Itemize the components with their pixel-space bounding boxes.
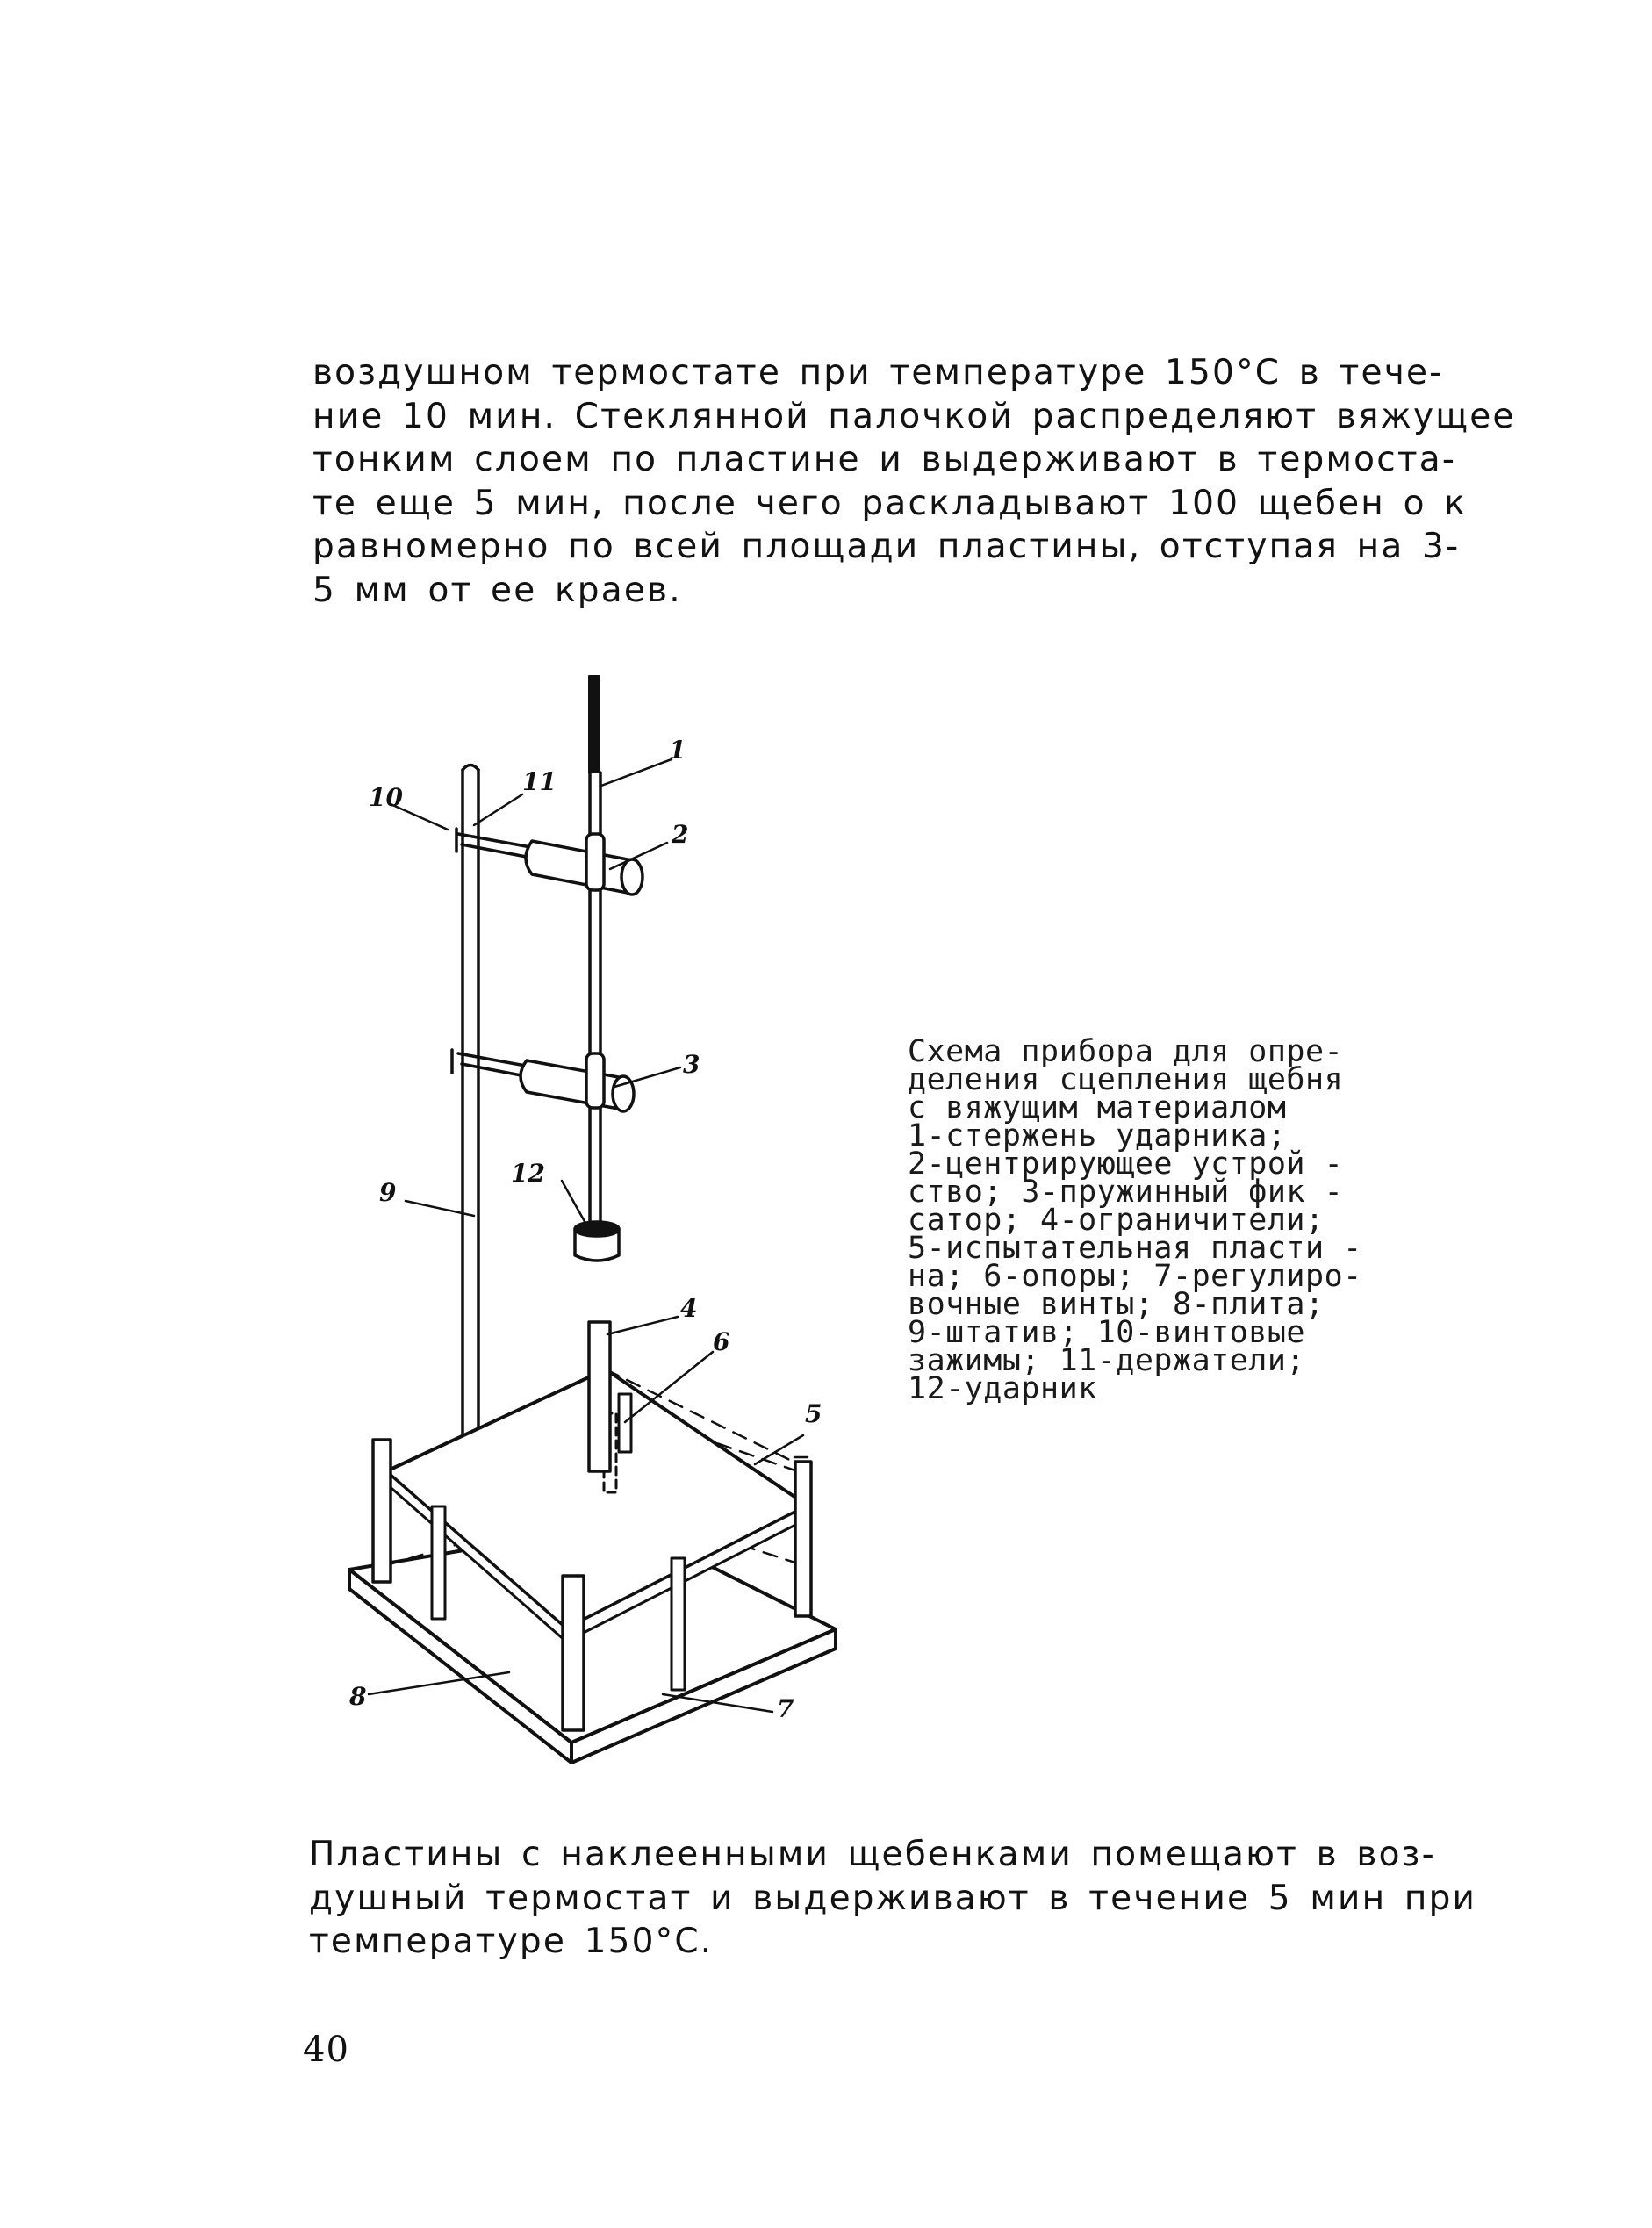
callout-12: 12 <box>511 1159 545 1188</box>
caption-line: с вяжущим материалом <box>908 1090 1287 1125</box>
caption-line: сатор; 4-ограничители; <box>908 1203 1325 1238</box>
centering-device <box>456 829 643 895</box>
caption-line: ство; 3-пружинный фик - <box>908 1175 1344 1210</box>
caption-line: зажимы; 11-держатели; <box>908 1343 1306 1378</box>
figure-caption <box>908 1034 1434 1406</box>
caption-line: на; 6-опоры; 7-регулиро- <box>908 1259 1362 1294</box>
apparatus-figure <box>334 658 860 1800</box>
paragraph-line: тонким слоем по пластине и выдерживают в термоста- <box>312 440 1457 479</box>
caption-line: 2-центрирующее устрой - <box>908 1146 1344 1182</box>
tripod-rod <box>463 765 478 1537</box>
striker <box>575 1222 619 1261</box>
striker-rod <box>589 676 600 1229</box>
caption-line: 9-штатив; 10-винтовые <box>908 1315 1306 1350</box>
callout-9: 9 <box>379 1178 397 1207</box>
paragraph-bottom <box>309 1833 1477 1964</box>
paragraph-line: душный термостат и выдерживают в течение 5 мин при <box>309 1878 1477 1918</box>
paragraph-line: 5 мм от ее краев. <box>312 570 682 610</box>
callout-7: 7 <box>777 1694 794 1723</box>
caption-line: деления сцепления щебня <box>908 1062 1344 1097</box>
callout-6: 6 <box>713 1327 730 1356</box>
caption-line: Схема прибора для опре- <box>908 1034 1344 1069</box>
callout-11: 11 <box>522 767 557 796</box>
callout-2: 2 <box>672 820 689 849</box>
callout-10: 10 <box>369 783 403 812</box>
callout-8: 8 <box>349 1682 367 1711</box>
callout-4: 4 <box>680 1294 698 1323</box>
paragraph-line: воздушном термостате при температуре 150°С в тече- <box>312 353 1444 392</box>
page-number: 40 <box>303 2030 349 2070</box>
paragraph-line: ние 10 мин. Стеклянной палочкой распределяют вяжущее <box>312 396 1516 436</box>
caption-line: 5-испытательная пласти - <box>908 1231 1362 1266</box>
paragraph-line: те еще 5 мин, после чего раскладывают 100 щебен о к <box>312 483 1467 523</box>
paragraph-line: Пластины с наклеенными щебенками помещают в воз- <box>309 1835 1436 1874</box>
callout-3: 3 <box>683 1050 700 1079</box>
callout-5: 5 <box>805 1399 822 1428</box>
paragraph-top <box>312 351 1516 612</box>
paragraph-line: равномерно по всей площади пластины, отступая на 3- <box>312 527 1461 566</box>
callout-1: 1 <box>669 736 686 765</box>
caption-line: 12-ударник <box>908 1371 1097 1406</box>
caption-line: 1-стержень ударника; <box>908 1118 1287 1154</box>
paragraph-line: температуре 150°С. <box>309 1922 714 1961</box>
caption-line: вочные винты; 8-плита; <box>908 1287 1325 1322</box>
